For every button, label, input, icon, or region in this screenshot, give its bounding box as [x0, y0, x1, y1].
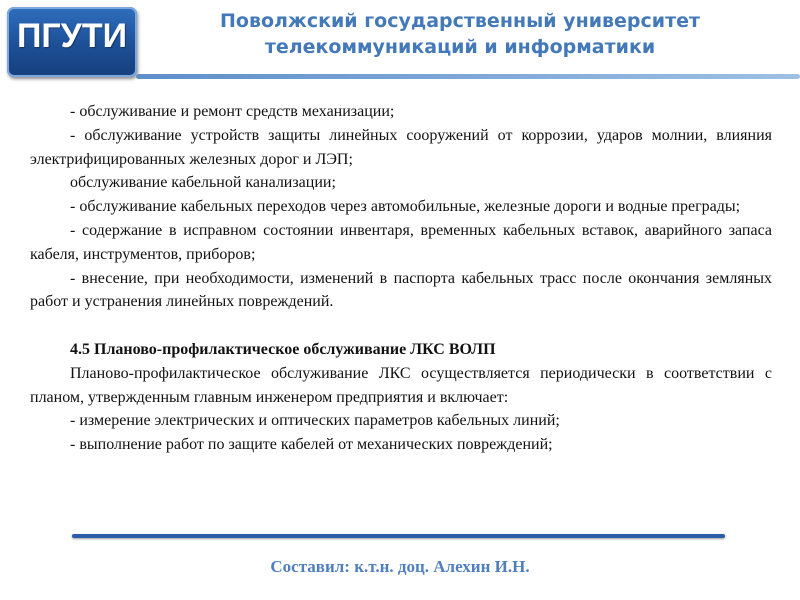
- list-item: - обслуживание кабельных переходов через автомобильные, железные дороги и водные преграды;: [70, 198, 741, 216]
- list-item: - обслуживание устройств защиты линейных сооружений от коррозии, ударов молнии, влияния электрифицированных железных дорог и ЛЭП;: [30, 126, 772, 168]
- paragraph-spacer: [30, 314, 772, 338]
- list-item: - выполнение работ по защите кабелей от механических повреждений;: [70, 436, 553, 454]
- title-line-1: Поволжский государственный университет: [219, 10, 701, 32]
- logo-text: ПГУТИ: [16, 17, 128, 55]
- university-logo: [7, 7, 137, 77]
- page-title: [150, 8, 770, 60]
- footer-author: Составил: к.т.н. доц. Алехин И.Н.: [270, 557, 530, 576]
- list-item: - содержание в исправном состоянии инвентаря, временных кабельных вставок, аварийного запаса кабеля, инструментов, приборов;: [30, 221, 772, 263]
- header-divider: [136, 74, 800, 79]
- list-item: обслуживание кабельной канализации;: [70, 174, 336, 192]
- list-item: - внесение, при необходимости, изменений в паспорта кабельных трасс после окончания земляных работ и устранения линейных повреждений.: [30, 269, 772, 311]
- list-item: - обслуживание и ремонт средств механизации;: [70, 103, 395, 120]
- list-item: - измерение электрических и оптических параметров кабельных линий;: [70, 412, 560, 430]
- section-heading: 4.5 Планово-профилактическое обслуживание ЛКС ВОЛП: [70, 340, 496, 358]
- section-paragraph: Планово-профилактическое обслуживание ЛКС осуществляется периодически в соответствии с планом, утвержденным главным инженером предприятия и включает:: [30, 364, 772, 406]
- title-line-2: телекоммуникаций и информатики: [264, 36, 656, 58]
- slide-body: [30, 100, 772, 457]
- footer-divider: [72, 534, 725, 538]
